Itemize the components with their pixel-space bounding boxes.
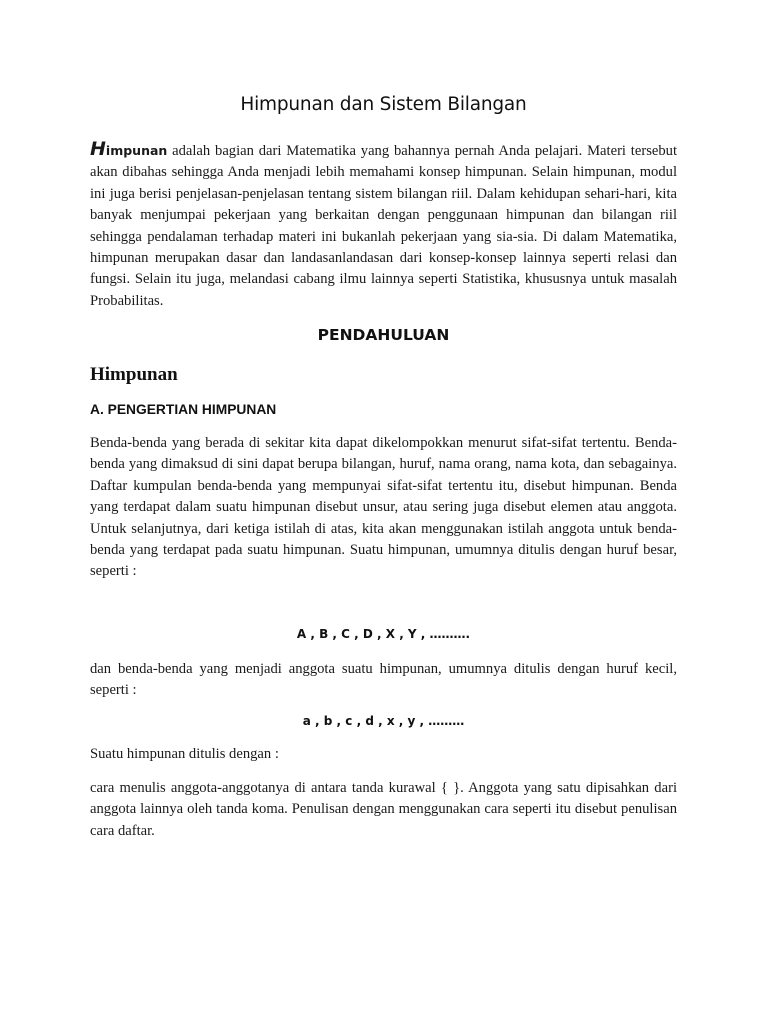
subsection-heading: A. PENGERTIAN HIMPUNAN xyxy=(90,402,277,417)
intro-text: adalah bagian dari Matematika yang bahannya pernah Anda pelajari. Materi tersebut akan dibahas sehingga Anda menjadi lebih memahami konsep himpunan. Selain himpunan, modul ini juga berisi penjelasan-penjelasan tentang sistem bilangan riil. Dalam kehidupan sehari-hari, kita banyak menjumpai pekerjaan yang berkaitan dengan penggunaan himpunan dan bilangan riil sehingga pendalaman terhadap materi ini bukanlah pekerjaan yang sia-sia. Di dalam Matematika, himpunan merupakan dasar dan landasanlandasan dari konsep-konsep lainnya seperti relasi dan fungsi. Selain itu juga, melandasi cabang ilmu lainnya seperti Statistika, khususnya untuk masalah Probabilitas. xyxy=(90,143,677,309)
document-title: Himpunan dan Sistem Bilangan xyxy=(240,94,527,115)
intro-lead-word: impunan xyxy=(105,143,168,158)
uppercase-example: A , B , C , D , X , Y , ………. xyxy=(296,627,471,641)
paragraph-notation: Suatu himpunan ditulis dengan : xyxy=(90,746,279,762)
section-heading: PENDAHULUAN xyxy=(317,326,450,344)
paragraph-list-method: cara menulis anggota-anggotanya di antara tanda kurawal { }. Anggota yang satu dipisahkan dari anggota lainnya oleh tanda koma. Penulisan dengan menggunakan cara seperti itu disebut penulisan cara daftar. xyxy=(90,780,677,839)
intro-paragraph xyxy=(90,139,677,312)
subheading: Himpunan xyxy=(90,364,178,385)
paragraph-lowercase: dan benda-benda yang menjadi anggota suatu himpunan, umumnya ditulis dengan huruf kecil, seperti : xyxy=(90,661,677,699)
paragraph-definition: Benda-benda yang berada di sekitar kita dapat dikelompokkan menurut sifat-sifat tertentu. Benda-benda yang dimaksud di sini dapat berupa bilangan, huruf, nama orang, nama kota, dan sebagainya. Daftar kumpulan benda-benda yang mempunyai sifat-sifat tertentu itu, disebut himpunan. Benda yang terdapat dalam suatu himpunan disebut unsur, atau sering juga disebut elemen atau anggota. Untuk selanjutnya, dari ketiga istilah di atas, kita akan menggunakan istilah anggota untuk benda-benda yang terdapat pada suatu himpunan. Suatu himpunan, umumnya ditulis dengan huruf besar, seperti : xyxy=(90,435,677,580)
intro-dropcap: H xyxy=(90,138,106,160)
lowercase-example: a , b , c , d , x , y , ……… xyxy=(302,714,465,728)
